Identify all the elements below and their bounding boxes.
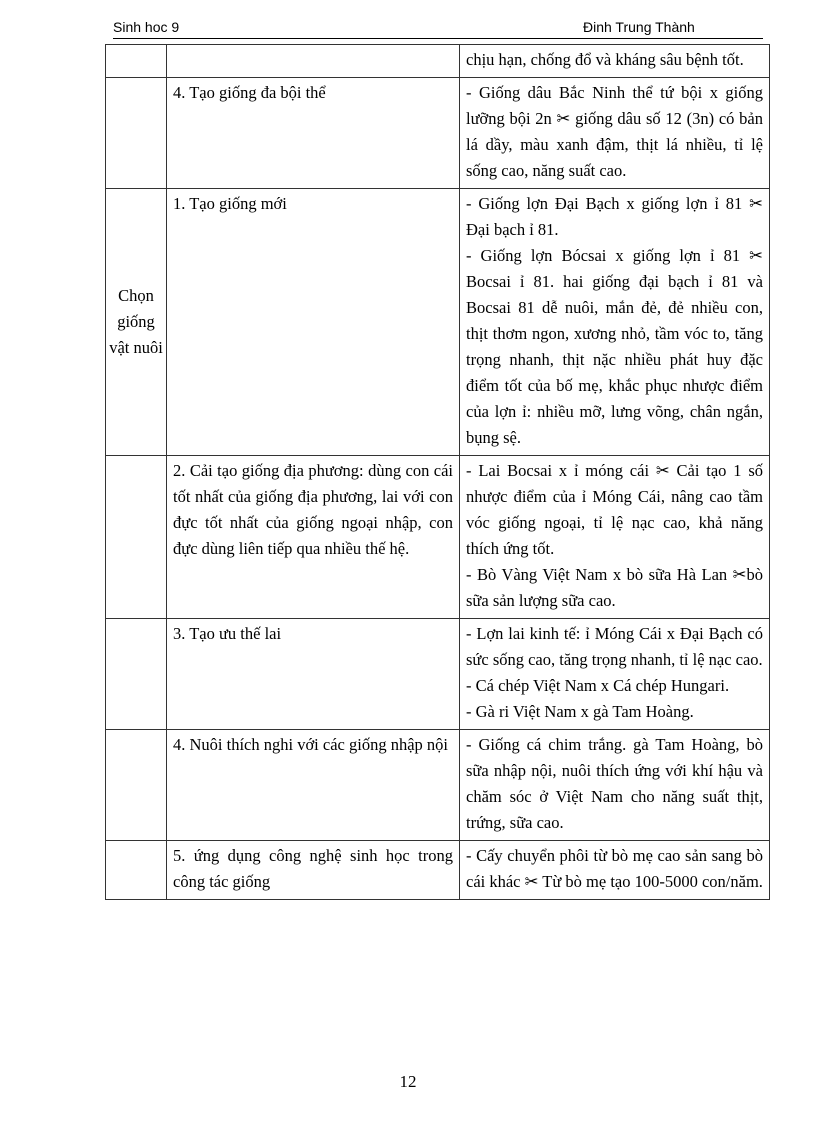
category-cell xyxy=(106,841,167,900)
table-row xyxy=(106,730,770,841)
table-row xyxy=(106,841,770,900)
example-line: - Giống cá chim trắng. gà Tam Hoàng, bò sữa nhập nội, nuôi thích ứng với khí hậu và chăm sóc ở Việt Nam cho năng suất thịt, trứng, sữa cao. xyxy=(466,735,763,832)
example-cell xyxy=(460,841,770,900)
example-cell xyxy=(460,619,770,730)
category-cell xyxy=(106,456,167,619)
page-number: 12 xyxy=(399,1072,417,1091)
category-label: Chọn giống vật nuôi xyxy=(109,286,163,357)
example-line: - Gà ri Việt Nam x gà Tam Hoàng. xyxy=(466,702,694,721)
method-cell: 5. ứng dụng công nghệ sinh học trong công tác giống xyxy=(167,841,460,900)
example-cell xyxy=(460,456,770,619)
table-row xyxy=(106,619,770,730)
example-line: - Lai Bocsai x ỉ móng cái ✂ Cải tạo 1 số nhược điểm của ỉ Móng Cái, nâng cao tầm vóc giống ngoại, tỉ lệ nạc cao, khả năng thích ứng tốt. xyxy=(466,461,763,558)
method-cell: 3. Tạo ưu thế lai xyxy=(167,619,460,730)
example-line: - Giống lợn Bócsai x giống lợn ỉ 81 ✂ Bocsai ỉ 81. hai giống đại bạch ỉ 81 và Bocsai 81 dễ nuôi, mắn đẻ, đẻ nhiều con, thịt thơm ngon, xương nhỏ, tầm vóc to, tăng trọng nhanh, thịt nặc nhiều phát huy đặc điểm tốt của bố mẹ, khắc phục nhược điểm của lợn ỉ: nhiều mỡ, lưng võng, chân ngắn, bụng sệ. xyxy=(466,246,763,447)
method-cell: 1. Tạo giống mới xyxy=(167,189,460,456)
example-cell xyxy=(460,730,770,841)
header-subject: Sinh hoc 9 xyxy=(113,19,180,35)
method-cell: 2. Cải tạo giống địa phương: dùng con cái tốt nhất của giống địa phương, lai với con đực tốt nhất của giống ngoại nhập, con đực dùng liên tiếp qua nhiều thế hệ. xyxy=(167,456,460,619)
example-cell xyxy=(460,45,770,78)
example-line: chịu hạn, chống đổ và kháng sâu bệnh tốt. xyxy=(466,50,744,69)
example-cell xyxy=(460,189,770,456)
header-author: Đinh Trung Thành xyxy=(583,19,695,35)
category-cell xyxy=(106,189,167,456)
example-line: - Bò Vàng Việt Nam x bò sữa Hà Lan ✂bò sữa sản lượng sữa cao. xyxy=(466,565,763,610)
category-cell xyxy=(106,619,167,730)
example-line: - Giống dâu Bắc Ninh thể tứ bội x giống lưỡng bội 2n ✂ giống dâu số 12 (3n) có bản lá dầy, màu xanh đậm, thịt lá nhiều, tỉ lệ sống cao, năng suất cao. xyxy=(466,83,763,180)
category-cell xyxy=(106,730,167,841)
table-row xyxy=(106,45,770,78)
method-cell xyxy=(167,45,460,78)
example-line: - Giống lợn Đại Bạch x giống lợn ỉ 81 ✂ Đại bạch ỉ 81. xyxy=(466,194,763,239)
method-cell: 4. Nuôi thích nghi với các giống nhập nội xyxy=(167,730,460,841)
page-header xyxy=(113,18,763,39)
table-row xyxy=(106,189,770,456)
example-cell xyxy=(460,78,770,189)
table-row xyxy=(106,456,770,619)
example-line: - Cá chép Việt Nam x Cá chép Hungari. xyxy=(466,676,730,695)
table-row xyxy=(106,78,770,189)
category-cell xyxy=(106,78,167,189)
method-cell: 4. Tạo giống đa bội thể xyxy=(167,78,460,189)
example-line: - Lợn lai kinh tế: ỉ Móng Cái x Đại Bạch có sức sống cao, tăng trọng nhanh, tỉ lệ nạc cao. xyxy=(466,624,763,669)
category-cell xyxy=(106,45,167,78)
example-line: - Cấy chuyển phôi từ bò mẹ cao sản sang bò cái khác ✂ Từ bò mẹ tạo 100-5000 con/năm. xyxy=(466,846,763,891)
breeding-methods-table xyxy=(105,44,770,900)
